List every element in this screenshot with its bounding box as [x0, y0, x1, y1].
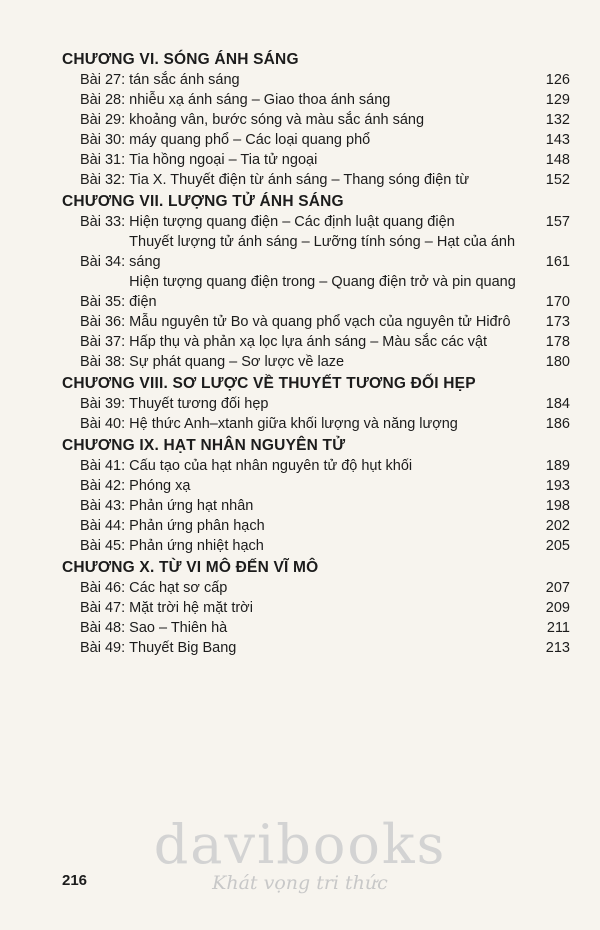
- lesson-number: Bài 46:: [80, 580, 126, 596]
- chapter-heading: CHƯƠNG VI. SÓNG ÁNH SÁNG: [62, 51, 299, 68]
- lesson-number: Bài 47:: [80, 600, 126, 616]
- toc-entry: [80, 170, 570, 190]
- lesson-page: 184: [545, 396, 570, 412]
- toc-entry: [80, 618, 570, 638]
- toc-entry: [80, 352, 570, 372]
- lesson-page: 205: [545, 538, 570, 554]
- watermark-slogan: Khát vọng tri thức: [212, 872, 388, 894]
- lesson-page: 202: [545, 518, 570, 534]
- lesson-number: Bài 38:: [80, 354, 126, 370]
- lesson-page: 152: [545, 172, 570, 188]
- lesson-number: Bài 42:: [80, 478, 126, 494]
- lesson-number: Bài 48:: [80, 620, 126, 636]
- lesson-title: Tia X. Thuyết điện từ ánh sáng – Thang sóng điện từ: [129, 172, 470, 188]
- lesson-number: Bài 30:: [80, 132, 126, 148]
- lesson-number: Bài 34:: [80, 254, 126, 270]
- lesson-number: Bài 29:: [80, 112, 126, 128]
- lesson-number: Bài 32:: [80, 172, 126, 188]
- lesson-title: Mẫu nguyên tử Bo và quang phổ vạch của nguyên tử Hiđrô: [129, 314, 511, 330]
- lesson-page: 148: [545, 152, 570, 168]
- lesson-number: Bài 36:: [80, 314, 126, 330]
- lesson-number: Bài 43:: [80, 498, 126, 514]
- toc-entry: [80, 394, 570, 414]
- toc-entry: [80, 90, 570, 110]
- lesson-title: khoảng vân, bước sóng và màu sắc ánh sáng: [129, 112, 425, 128]
- lesson-page: 178: [545, 334, 570, 350]
- toc-entry: [80, 476, 570, 496]
- lesson-number: Bài 44:: [80, 518, 126, 534]
- toc-entry: [80, 414, 570, 434]
- lesson-page: 129: [545, 92, 570, 108]
- lesson-number: Bài 45:: [80, 538, 126, 554]
- toc-entry: [80, 150, 570, 170]
- lesson-page: 209: [545, 600, 570, 616]
- toc-entry: [80, 130, 570, 150]
- lesson-title: tán sắc ánh sáng: [129, 72, 240, 88]
- lesson-page: 157: [545, 214, 570, 230]
- lesson-title: Sự phát quang – Sơ lược về laze: [129, 354, 345, 370]
- watermark-brand: davibooks: [153, 813, 447, 876]
- lesson-number: Bài 27:: [80, 72, 126, 88]
- lesson-number: Bài 40:: [80, 416, 126, 432]
- toc-entry: [80, 536, 570, 556]
- toc-entry: [80, 110, 570, 130]
- lesson-page: 207: [545, 580, 570, 596]
- lesson-title: Phản ứng hạt nhân: [129, 498, 254, 514]
- lesson-title: máy quang phổ – Các loại quang phổ: [129, 132, 371, 148]
- lesson-number: Bài 41:: [80, 458, 126, 474]
- lesson-number: Bài 35:: [80, 294, 126, 310]
- lesson-page: 189: [545, 458, 570, 474]
- lesson-page: 126: [545, 72, 570, 88]
- lesson-title: Thuyết lượng tử ánh sáng – Lưỡng tính sóng – Hạt của ánh sáng: [129, 234, 516, 270]
- lesson-page: 143: [545, 132, 570, 148]
- lesson-title: nhiễu xạ ánh sáng – Giao thoa ánh sáng: [129, 92, 391, 108]
- lesson-page: 173: [545, 314, 570, 330]
- lesson-page: 180: [545, 354, 570, 370]
- lesson-title: Các hạt sơ cấp: [129, 580, 228, 596]
- lesson-page: 198: [545, 498, 570, 514]
- toc-entry: [80, 496, 570, 516]
- lesson-number: Bài 33:: [80, 214, 126, 230]
- lesson-page: 170: [545, 294, 570, 310]
- toc-entry: [80, 212, 570, 232]
- watermark: [150, 813, 450, 894]
- toc-entry: [80, 70, 570, 90]
- toc-entry: [80, 232, 570, 272]
- lesson-number: Bài 28:: [80, 92, 126, 108]
- lesson-page: 211: [546, 620, 570, 636]
- toc-entry: [80, 578, 570, 598]
- lesson-page: 213: [545, 640, 570, 656]
- toc-entry: [80, 272, 570, 312]
- lesson-title: Hấp thụ và phản xạ lọc lựa ánh sáng – Màu sắc các vật: [129, 334, 488, 350]
- lesson-title: Thuyết Big Bang: [129, 640, 237, 656]
- lesson-number: Bài 49:: [80, 640, 126, 656]
- lesson-title: Hiện tượng quang điện – Các định luật quang điện: [129, 214, 455, 230]
- chapter-heading: CHƯƠNG VIII. SƠ LƯỢC VỀ THUYẾT TƯƠNG ĐỐI HẸP: [62, 375, 476, 392]
- toc-entry: [80, 456, 570, 476]
- lesson-title: Phản ứng phân hạch: [129, 518, 265, 534]
- lesson-title: Sao – Thiên hà: [129, 620, 228, 636]
- lesson-title: Hiện tượng quang điện trong – Quang điện trở và pin quang điện: [129, 274, 516, 310]
- toc-entry: [80, 516, 570, 536]
- lesson-title: Tia hồng ngoại – Tia tử ngoại: [129, 152, 318, 168]
- toc-entry: [80, 598, 570, 618]
- lesson-number: Bài 39:: [80, 396, 126, 412]
- lesson-title: Phóng xạ: [129, 478, 191, 494]
- chapter-heading: CHƯƠNG VII. LƯỢNG TỬ ÁNH SÁNG: [62, 193, 344, 210]
- lesson-page: 186: [545, 416, 570, 432]
- chapter-heading: CHƯƠNG X. TỪ VI MÔ ĐẾN VĨ MÔ: [62, 559, 319, 576]
- lesson-title: Thuyết tương đối hẹp: [129, 396, 269, 412]
- table-of-contents: [62, 48, 570, 658]
- lesson-page: 193: [545, 478, 570, 494]
- page-number: 216: [62, 872, 88, 889]
- toc-entry: [80, 312, 570, 332]
- lesson-number: Bài 37:: [80, 334, 126, 350]
- lesson-title: Mặt trời hệ mặt trời: [129, 600, 253, 616]
- toc-entry: [80, 638, 570, 658]
- lesson-title: Phản ứng nhiệt hạch: [129, 538, 264, 554]
- lesson-page: 132: [545, 112, 570, 128]
- lesson-number: Bài 31:: [80, 152, 126, 168]
- lesson-title: Cấu tạo của hạt nhân nguyên tử độ hụt khối: [129, 458, 413, 474]
- lesson-page: 161: [545, 254, 570, 270]
- toc-entry: [80, 332, 570, 352]
- lesson-title: Hệ thức Anh–xtanh giữa khối lượng và năng lượng: [129, 416, 458, 432]
- chapter-heading: CHƯƠNG IX. HẠT NHÂN NGUYÊN TỬ: [62, 437, 346, 454]
